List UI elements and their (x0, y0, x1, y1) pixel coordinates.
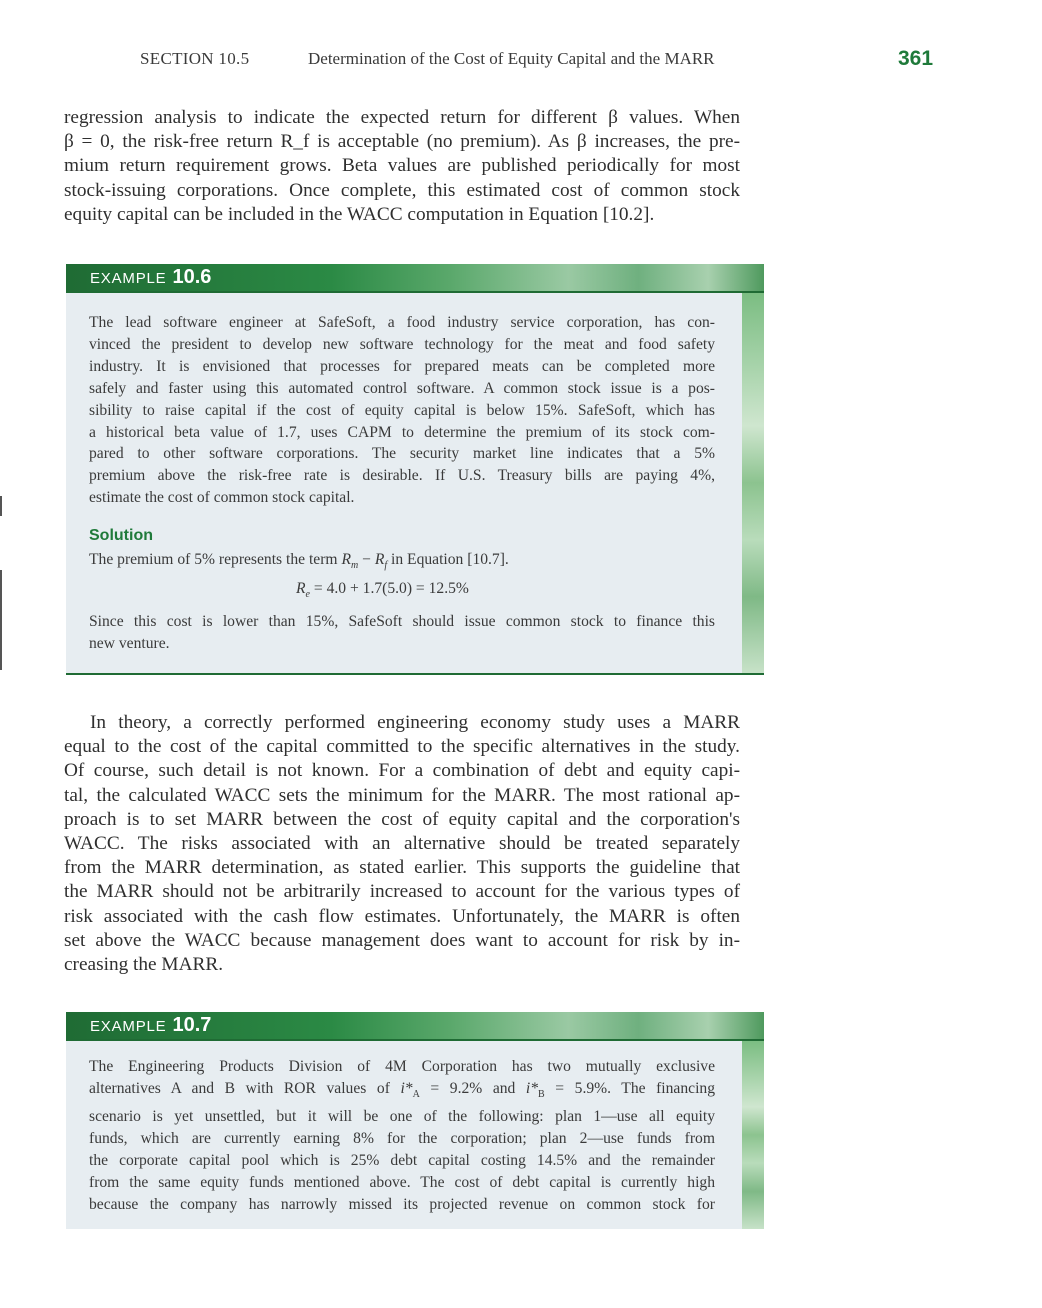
example-bottom-rule (66, 673, 764, 675)
subscript-a: A (412, 1089, 420, 1101)
paragraph-line: risk associated with the cash flow estimates. Unfortunately, the MARR is often (64, 905, 740, 927)
conclusion-line: Since this cost is lower than 15%, SafeSoft should issue common stock to finance this (89, 613, 715, 630)
problem-line: scenario is yet unsettled, but it will be one of the following: plan 1—use all equity (89, 1107, 715, 1125)
problem-line: because the company has narrowly missed its projected revenue on common stock for (89, 1195, 715, 1213)
subscript-m: m (350, 560, 359, 572)
solution-text: The premium of 5% represents the term (89, 551, 342, 568)
solution-heading: Solution (89, 527, 153, 544)
intro-line: equity capital can be included in the WACC computation in Equation [10.2]. (64, 203, 655, 225)
problem-text: alternatives A and B with ROR values of (89, 1079, 401, 1097)
problem-line: a historical beta value of 1.7, uses CAPM to determine the premium of its stock com- (89, 423, 715, 441)
example-number: 10.7 (172, 1014, 212, 1036)
example-label (90, 266, 211, 289)
paragraph-line: Of course, such detail is not known. For a combination of debt and equity capi- (64, 760, 740, 782)
problem-line: The lead software engineer at SafeSoft, a food industry service corporation, has con- (89, 314, 715, 331)
problem-line: estimate the cost of common stock capital. (89, 489, 355, 507)
example-banner (66, 1012, 764, 1040)
paragraph-line: tal, the calculated WACC sets the minimum for the MARR. The most rational ap- (64, 784, 740, 806)
variable-i-star: i* (525, 1079, 539, 1097)
paragraph-line: WACC. The risks associated with an alternative should be treated separately (64, 833, 740, 855)
paragraph-line: equal to the cost of the capital committed to the specific alternatives in the study. (64, 736, 740, 758)
paragraph-line: In theory, a correctly performed engineering economy study uses a MARR (90, 712, 740, 733)
solution-text: in Equation [10.7]. (387, 551, 509, 568)
problem-line: industry. It is envisioned that processes for prepared meats can be completed more (89, 357, 715, 375)
paragraph-line: the MARR should not be arbitrarily increased to account for the various types of (64, 881, 740, 903)
example-problem (89, 1056, 715, 1215)
equation-rhs: = 4.0 + 1.7(5.0) = 12.5% (309, 580, 469, 597)
variable-r: R (341, 551, 351, 568)
problem-line: The Engineering Products Division of 4M Corporation has two mutually exclusive (89, 1058, 715, 1075)
variable-r: R (374, 551, 385, 568)
paragraph-line: set above the WACC because management does want to account for risk by in- (64, 929, 740, 951)
variable-i-star: i* (400, 1079, 413, 1097)
example-number: 10.6 (172, 266, 212, 288)
subscript-f: f (384, 560, 388, 572)
intro-line: stock-issuing corporations. Once complete, this estimated cost of common stock (64, 179, 740, 201)
margin-mark (0, 570, 2, 670)
subscript-e: e (305, 589, 310, 601)
variable-re: R (296, 580, 306, 597)
margin-mark (0, 496, 2, 516)
paragraph-line: from the MARR determination, as stated earlier. This supports the guideline that (64, 857, 740, 879)
equation (296, 580, 469, 600)
example-problem (89, 312, 715, 509)
example-keyword: EXAMPLE (90, 1018, 167, 1035)
solution-line (89, 549, 715, 577)
paragraph-line: proach is to set MARR between the cost of equity capital and the corporation's (64, 808, 740, 830)
running-header-section: SECTION 10.5 (140, 49, 250, 68)
example-sidebar-decoration (742, 1041, 764, 1229)
example-sidebar-decoration (742, 293, 764, 673)
conclusion-line: new venture. (89, 634, 170, 652)
problem-line (89, 1078, 715, 1106)
problem-line: premium above the risk-free rate is desirable. If U.S. Treasury bills are paying 4%, (89, 467, 715, 485)
intro-line: mium return requirement grows. Beta values are published periodically for most (64, 155, 740, 177)
problem-text: = 9.2% and (419, 1079, 526, 1097)
problem-line: funds, which are currently earning 8% for the corporation; plan 2—use funds from (89, 1129, 715, 1147)
solution-conclusion (89, 611, 715, 655)
problem-line: pared to other software corporations. The security market line indicates that a 5% (89, 445, 715, 463)
example-banner (66, 264, 764, 292)
minus-sign: − (358, 551, 375, 568)
subscript-b: B (538, 1089, 545, 1101)
main-paragraph (64, 711, 740, 977)
problem-line: safely and faster using this automated control software. A common stock issue is a pos- (89, 379, 715, 397)
intro-line: β = 0, the risk-free return R_f is acceptable (no premium). As β increases, the pre- (64, 131, 740, 153)
problem-line: sibility to raise capital if the cost of equity capital is below 15%. SafeSoft, which has (89, 401, 715, 419)
example-label (90, 1014, 211, 1037)
example-keyword: EXAMPLE (90, 270, 167, 287)
intro-paragraph (64, 106, 740, 227)
page-number: 361 (898, 47, 934, 70)
problem-line: from the same equity funds mentioned above. The cost of debt capital is currently high (89, 1173, 715, 1191)
problem-line: vinced the president to develop new software technology for the meat and food safety (89, 335, 715, 353)
problem-text: = 5.9%. The financing (544, 1079, 716, 1097)
intro-line: regression analysis to indicate the expected return for different β values. When (64, 107, 740, 128)
paragraph-line: creasing the MARR. (64, 954, 224, 976)
problem-line: the corporate capital pool which is 25% debt capital costing 14.5% and the remainder (89, 1151, 715, 1169)
running-header-title: Determination of the Cost of Equity Capital and the MARR (308, 49, 715, 68)
